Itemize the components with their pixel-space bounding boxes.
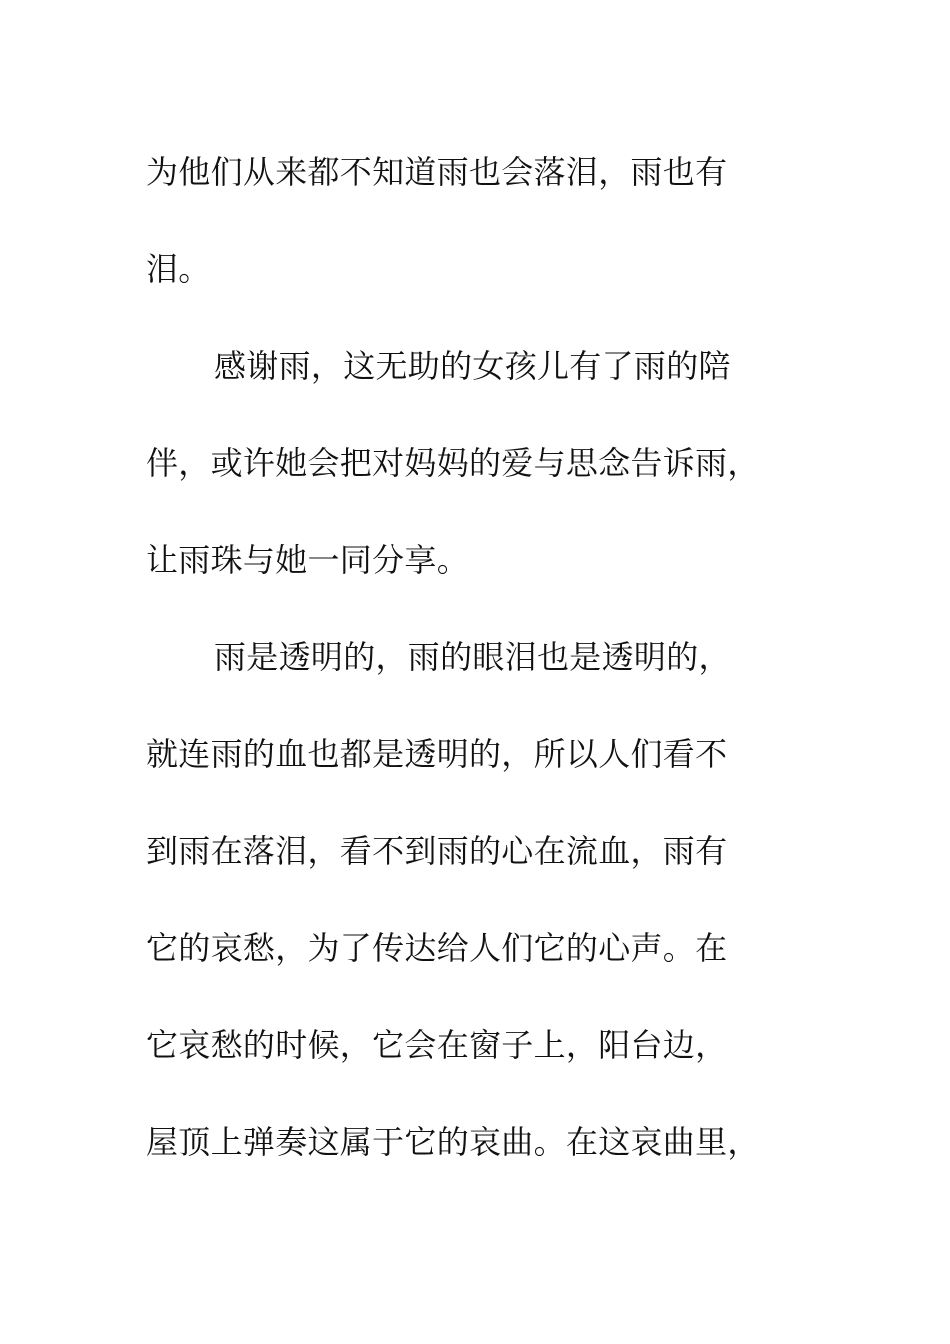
- text-line: 泪。: [146, 250, 211, 288]
- text-line: 让雨珠与她一同分享。: [146, 541, 470, 579]
- text-line: 为他们从来都不知道雨也会落泪，雨也有: [146, 153, 728, 191]
- text-line: 屋顶上弹奏这属于它的哀曲。在这哀曲里，: [146, 1123, 760, 1161]
- text-line: 它的哀愁，为了传达给人们它的心声。在: [146, 929, 728, 967]
- text-line: 到雨在落泪，看不到雨的心在流血，雨有: [146, 832, 728, 870]
- paragraph-start-line: 雨是透明的，雨的眼泪也是透明的，: [214, 638, 731, 676]
- text-line: 就连雨的血也都是透明的，所以人们看不: [146, 735, 728, 773]
- text-line: 它哀愁的时候，它会在窗子上，阳台边，: [146, 1026, 728, 1064]
- document-body: [146, 124, 806, 1191]
- text-line: 伴，或许她会把对妈妈的爱与思念告诉雨，: [146, 444, 760, 482]
- paragraph-start-line: 感谢雨，这无助的女孩儿有了雨的陪: [214, 347, 731, 385]
